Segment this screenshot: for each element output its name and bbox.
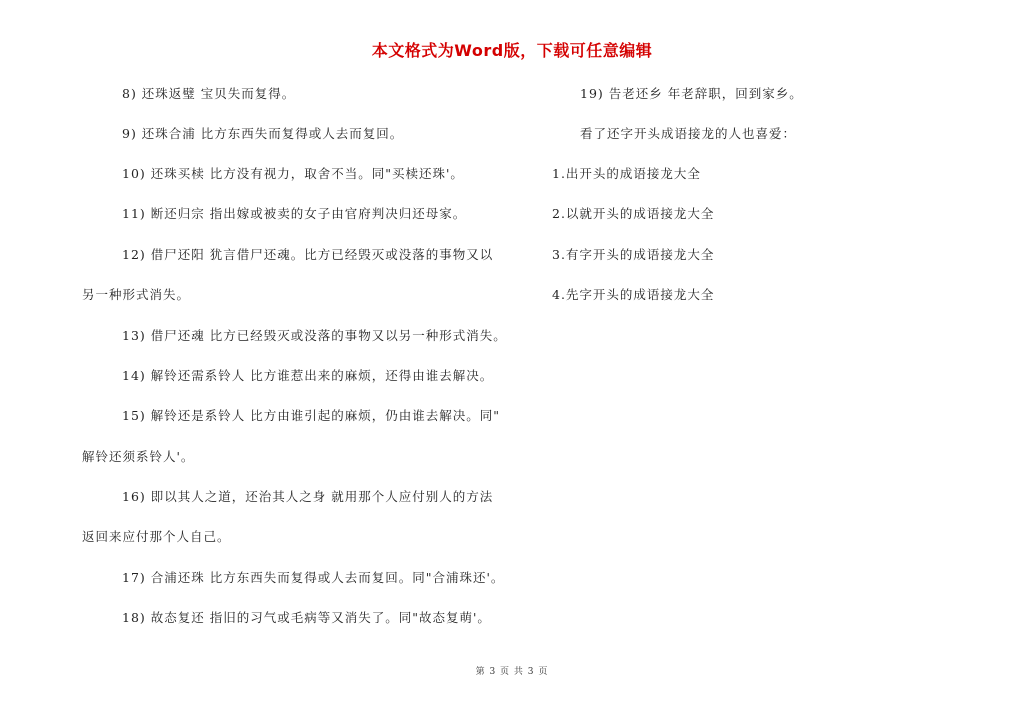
related-link: 3.有字开头的成语接龙大全 bbox=[552, 247, 715, 262]
idiom-line: 11) 断还归宗 指出嫁或被卖的女子由官府判决归还母家。 bbox=[122, 206, 467, 221]
idiom-line: 12) 借尸还阳 犹言借尸还魂。比方已经毁灭或没落的事物又以 bbox=[122, 247, 494, 262]
idiom-line-continuation: 返回来应付那个人自己。 bbox=[82, 529, 231, 544]
page-number-footer: 第 3 页 共 3 页 bbox=[475, 667, 549, 677]
related-link: 4.先字开头的成语接龙大全 bbox=[552, 287, 715, 302]
related-heading: 看了还字开头成语接龙的人也喜爱： bbox=[580, 126, 797, 141]
idiom-line: 15) 解铃还是系铃人 比方由谁引起的麻烦，仍由谁去解决。同" bbox=[122, 408, 500, 423]
idiom-line: 9) 还珠合浦 比方东西失而复得或人去而复回。 bbox=[122, 126, 404, 141]
idiom-line: 13) 借尸还魂 比方已经毁灭或没落的事物又以另一种形式消失。 bbox=[122, 328, 507, 343]
idiom-line: 14) 解铃还需系铃人 比方谁惹出来的麻烦，还得由谁去解决。 bbox=[122, 368, 494, 383]
idiom-line-continuation: 另一种形式消失。 bbox=[82, 287, 191, 302]
idiom-line: 8) 还珠返璧 宝贝失而复得。 bbox=[122, 86, 296, 101]
related-link: 2.以就开头的成语接龙大全 bbox=[552, 206, 715, 221]
idiom-line: 10) 还珠买椟 比方没有视力，取舍不当。同"买椟还珠'。 bbox=[122, 166, 464, 181]
idiom-line: 17) 合浦还珠 比方东西失而复得或人去而复回。同"合浦珠还'。 bbox=[122, 570, 505, 585]
idiom-line: 18) 故态复还 指旧的习气或毛病等又消失了。同"故态复萌'。 bbox=[122, 610, 491, 625]
document-banner: 本文格式为Word版，下载可任意编辑 bbox=[371, 41, 653, 60]
idiom-line: 16) 即以其人之道，还治其人之身 就用那个人应付别人的方法 bbox=[122, 489, 494, 504]
related-link: 1.出开头的成语接龙大全 bbox=[552, 166, 701, 181]
idiom-line-continuation: 解铃还须系铃人'。 bbox=[82, 449, 195, 464]
idiom-line: 19) 告老还乡 年老辞职，回到家乡。 bbox=[580, 86, 803, 101]
